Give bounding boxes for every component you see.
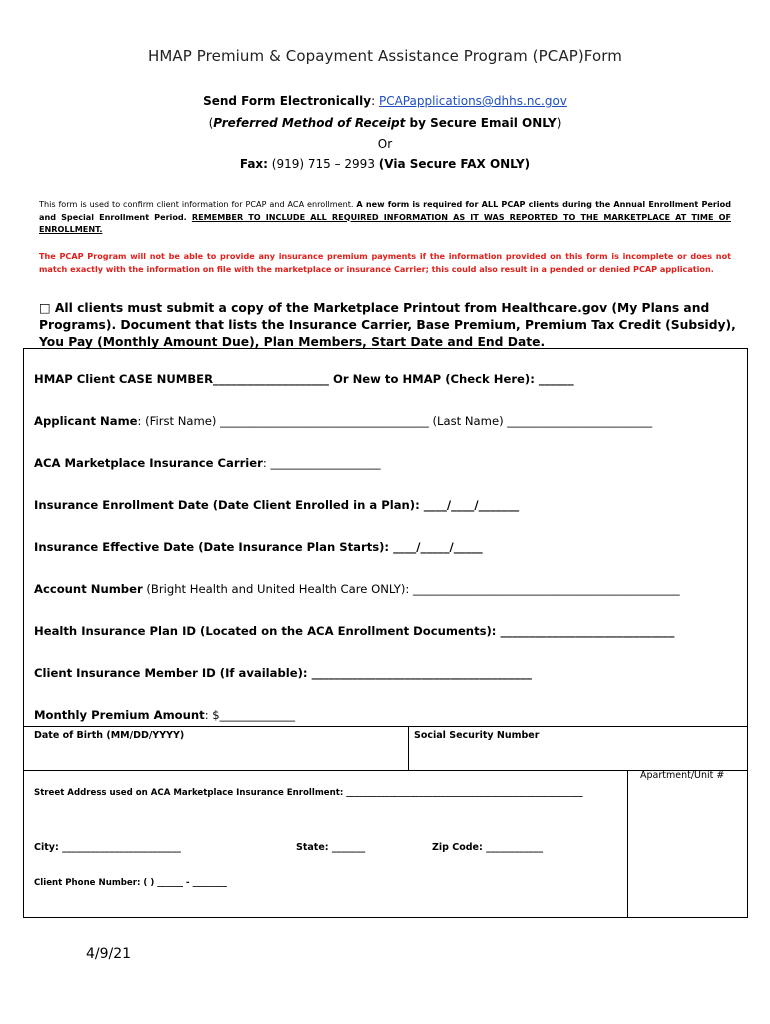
state-field[interactable]: State: _______ bbox=[296, 842, 366, 853]
member-id-field[interactable]: Client Insurance Member ID (If available): ______________________________________ bbox=[34, 666, 532, 680]
table-divider-apt bbox=[627, 770, 628, 918]
applicant-name-field[interactable]: Applicant Name: (First Name) ____________________________________ (Last Name) _________________________ bbox=[34, 414, 653, 428]
preferred-method-line: (Preferred Method of Receipt by Secure Email ONLY) bbox=[208, 116, 562, 130]
city-field[interactable]: City: _________________________ bbox=[34, 842, 181, 853]
email-link[interactable]: PCAPapplications@dhhs.nc.gov bbox=[378, 94, 567, 108]
table-top-rule bbox=[23, 726, 748, 727]
carrier-field[interactable]: ACA Marketplace Insurance Carrier: ___________________ bbox=[34, 456, 381, 470]
fax-line bbox=[0, 157, 770, 171]
fax-number: (919) 715 – 2993 bbox=[267, 157, 379, 171]
effective-date-field[interactable]: Insurance Effective Date (Date Insurance Plan Starts): ____/_____/_____ bbox=[34, 540, 483, 554]
plan-id-field[interactable]: Health Insurance Plan ID (Located on the ACA Enrollment Documents): ______________________________ bbox=[34, 624, 675, 638]
monthly-premium-field[interactable]: Monthly Premium Amount: $_____________ bbox=[34, 708, 296, 722]
or-text: Or bbox=[377, 137, 393, 151]
enrollment-date-field[interactable]: Insurance Enrollment Date (Date Client Enrolled in a Plan): ____/____/_______ bbox=[34, 498, 520, 512]
ssn-field[interactable]: Social Security Number bbox=[414, 730, 540, 741]
preferred-method-text: Preferred Method of Receipt bbox=[213, 116, 406, 130]
table-divider-dob bbox=[408, 726, 409, 771]
client-phone-field[interactable]: Client Phone Number: ( ) ______ - ________ bbox=[34, 878, 227, 888]
send-electronically-line: Send Form Electronically: PCAPapplications@dhhs.nc.gov bbox=[203, 94, 567, 108]
form-date: 4/9/21 bbox=[86, 946, 132, 962]
fax-note: (Via Secure FAX ONLY) bbox=[378, 157, 531, 171]
apartment-field[interactable]: Apartment/Unit # bbox=[640, 770, 725, 781]
dob-field[interactable]: Date of Birth (MM/DD/YYYY) bbox=[34, 730, 185, 741]
form-title: HMAP Premium & Copayment Assistance Program (PCAP)Form bbox=[148, 47, 622, 65]
intro-paragraph: This form is used to confirm client information for PCAP and ACA enrollment. A new form is required for ALL PCAP clients during the Annual Enrollment Period and Special Enrollment Period. REMEMBER TO INCLUDE ALL REQUIRED INFORMATION AS IT WAS REPORTED TO THE MARKETPLACE AT TIME OF ENROLLMENT. bbox=[39, 199, 731, 234]
case-number-field[interactable]: HMAP Client CASE NUMBER____________________ Or New to HMAP (Check Here): ______ bbox=[34, 372, 574, 386]
account-number-field[interactable]: Account Number (Bright Health and United Health Care ONLY): ______________________________________________ bbox=[34, 582, 680, 596]
zip-code-field[interactable]: Zip Code: ____________ bbox=[432, 842, 544, 853]
printout-notice: □ All clients must submit a copy of the Marketplace Printout from Healthcare.gov (My Plans and Programs). Document that lists the Insurance Carrier, Base Premium, Premium Tax Credit (Subsidy), You Pay (Monthly Amount Due), Plan Members, Start Date and End Date. bbox=[39, 301, 736, 349]
warning-paragraph: The PCAP Program will not be able to provide any insurance premium payments if the information provided on this form is incomplete or does not match exactly with the information on file with the marketplace or insurance Carrier; this could also result in a pended or denied PCAP application. bbox=[39, 251, 731, 274]
fax-label: Fax: bbox=[239, 157, 268, 171]
street-address-field[interactable]: Street Address used on ACA Marketplace Insurance Enrollment: _______________________________________________________ bbox=[34, 788, 583, 798]
send-label: Send Form Electronically bbox=[203, 94, 372, 108]
